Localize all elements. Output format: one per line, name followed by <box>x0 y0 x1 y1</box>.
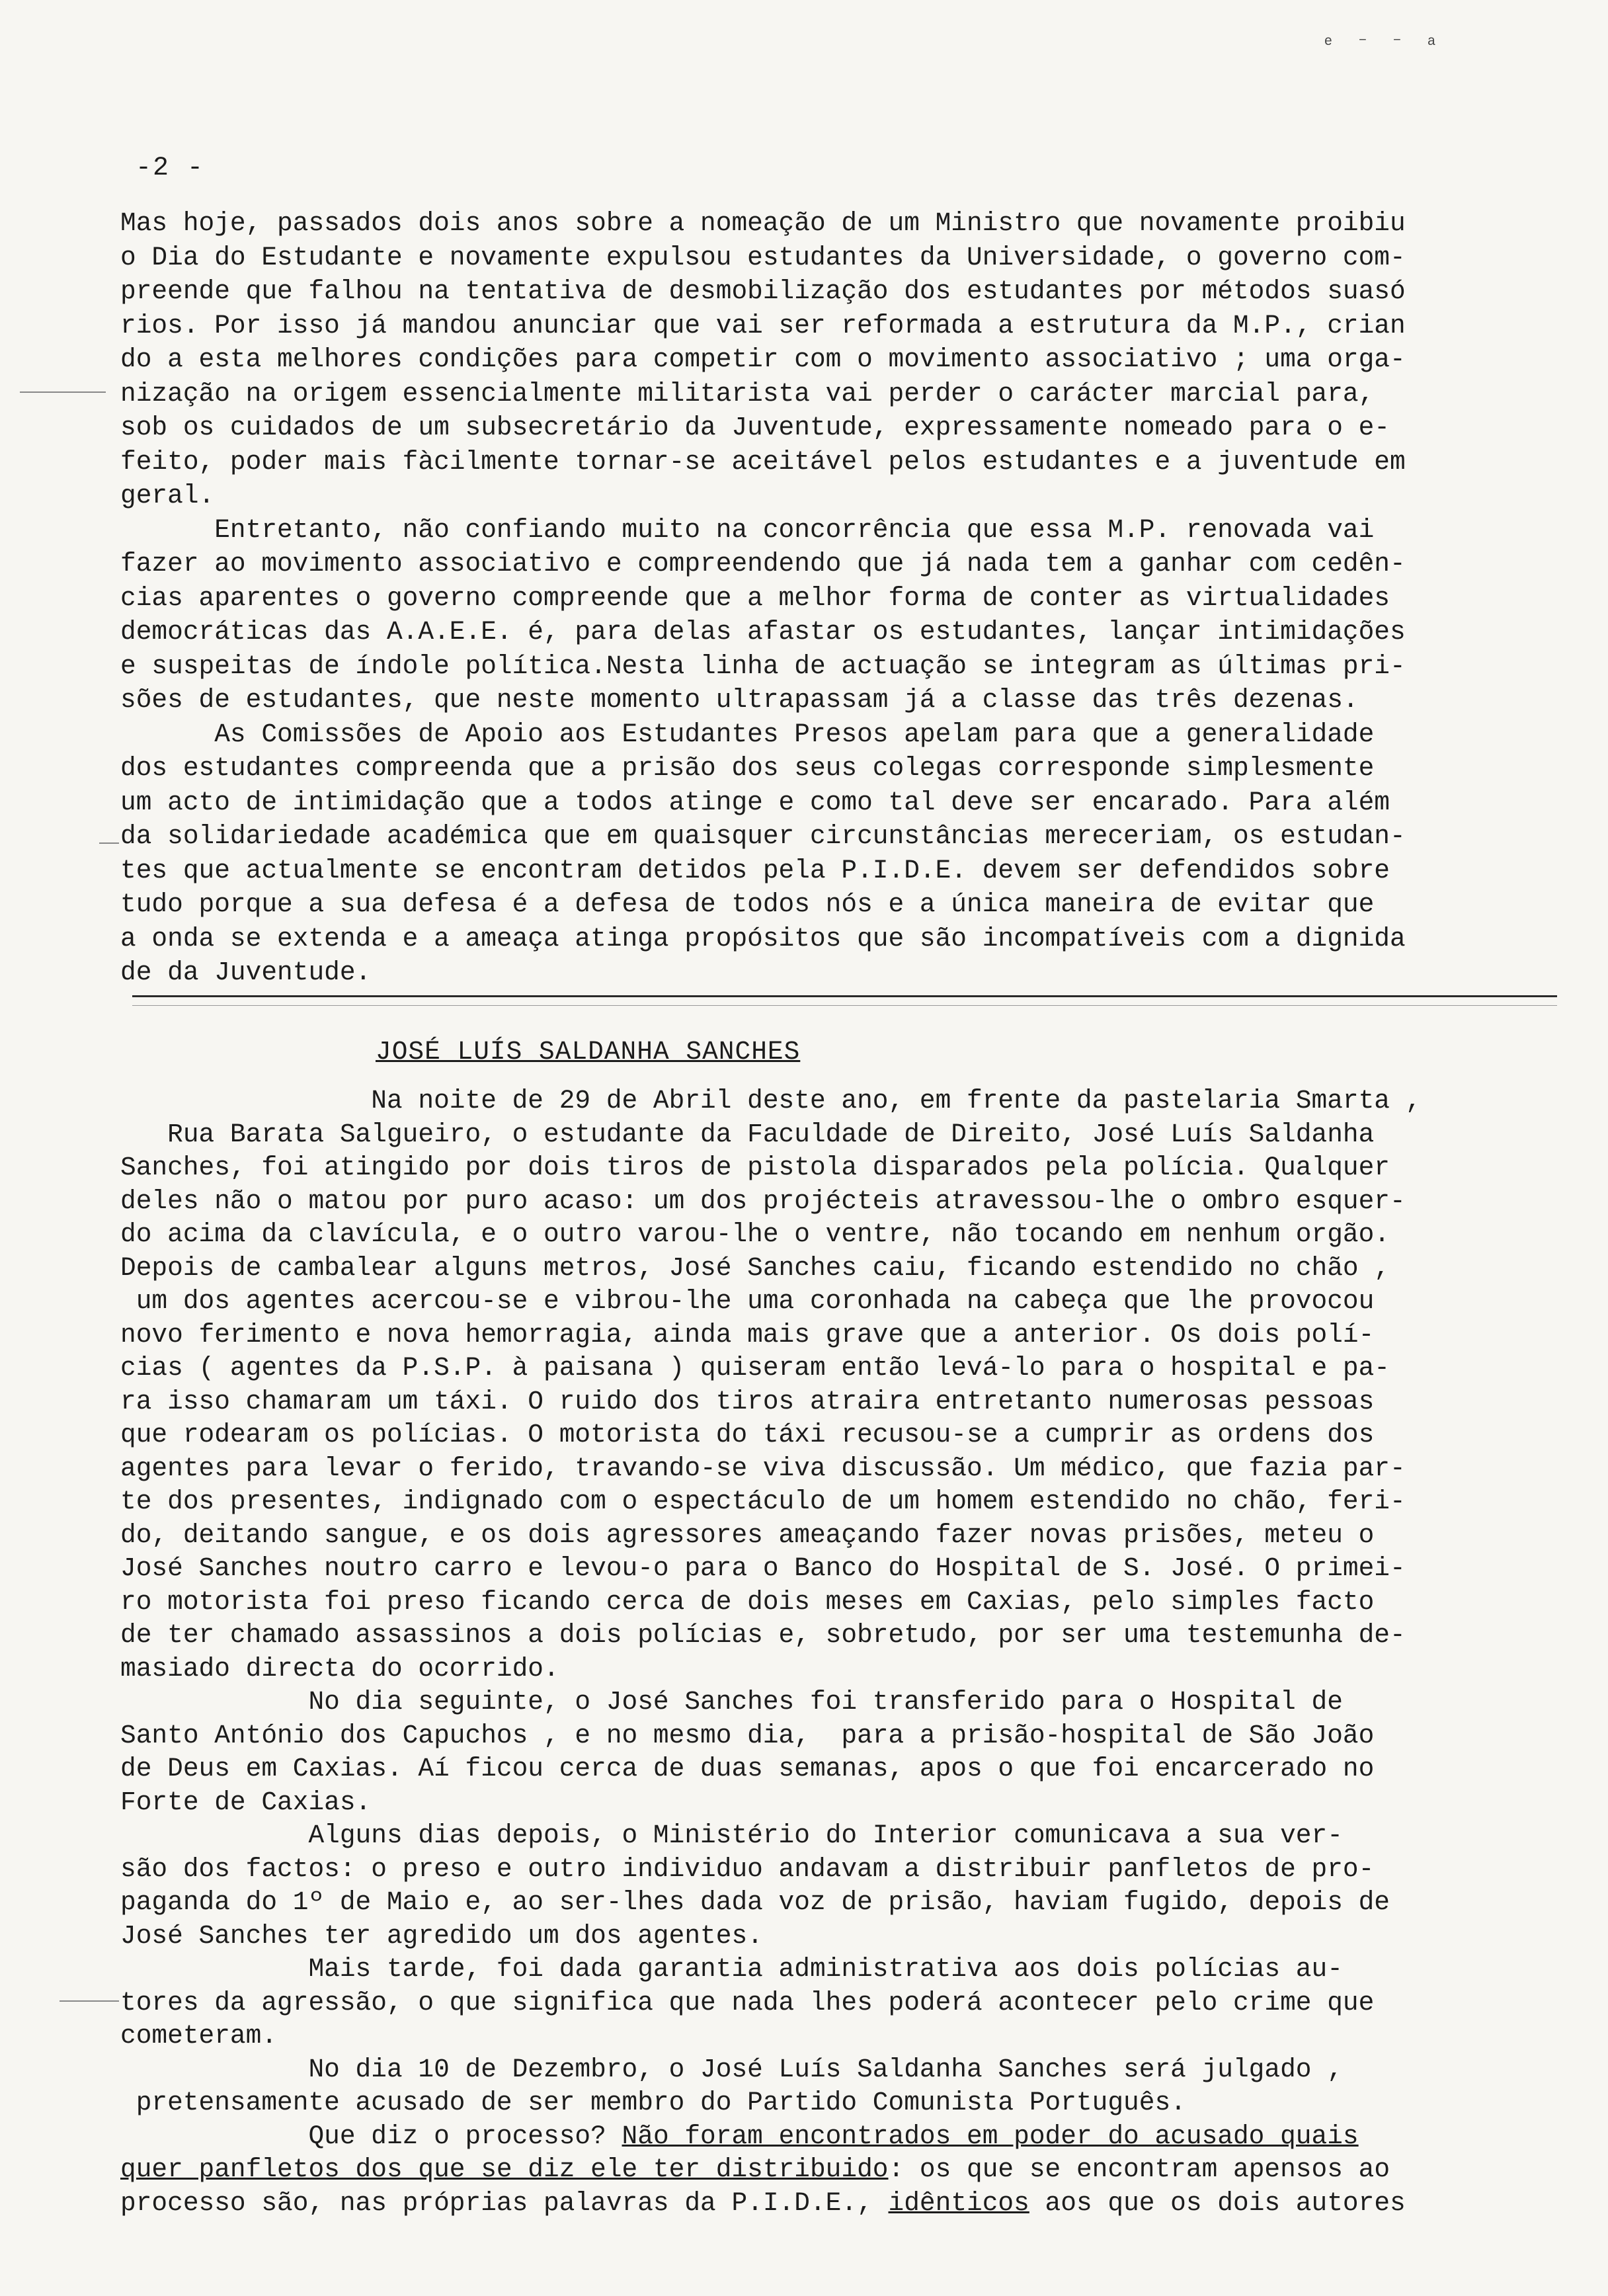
text-line: tores da agressão, o que significa que nada lhes poderá acontecer pelo crime que <box>120 1987 1375 2018</box>
text-line: No dia seguinte, o José Sanches foi transferido para o Hospital de <box>120 1687 1343 1717</box>
text-line: geral. <box>120 481 215 511</box>
text-line: cias aparentes o governo compreende que a melhor forma de conter as virtualidades <box>120 583 1390 613</box>
underlined-text: Não foram encontrados em poder do acusado quais <box>622 2121 1359 2151</box>
text-line: sob os cuidados de um subsecretário da Juventude, expressamente nomeado para o e- <box>120 413 1390 442</box>
text-line: novo ferimento e nova hemorragia, ainda mais grave que a anterior. Os dois polí- <box>120 1319 1375 1350</box>
page-number: -2 - <box>136 153 205 183</box>
corner-mark: ᵉ ⁻ ⁻ ᵃ <box>1322 34 1443 56</box>
text-line: rios. Por isso já mandou anunciar que vai ser reformada a estrutura da M.P., crian <box>120 310 1406 341</box>
text-line: quer panfletos dos que se diz ele ter distribuido: os que se encontram apensos ao <box>120 2154 1390 2184</box>
text-line: paganda do 1º de Maio e, ao ser-lhes dada voz de prisão, haviam fugido, depois de <box>120 1887 1390 1917</box>
text-line: Alguns dias depois, o Ministério do Interior comunicava a sua ver- <box>120 1821 1343 1850</box>
text-line: da solidariedade académica que em quaisquer circunstâncias mereceriam, os estudan- <box>120 821 1406 851</box>
section-divider-faint <box>132 1005 1557 1006</box>
text-line: As Comissões de Apoio aos Estudantes Presos apelam para que a generalidade <box>120 719 1375 749</box>
text-line: processo são, nas próprias palavras da P.I.D.E., idênticos aos que os dois autores <box>120 2188 1406 2218</box>
text-line: No dia 10 de Dezembro, o José Luís Saldanha Sanches será julgado , <box>120 2054 1343 2084</box>
text-line: Sanches, foi atingido por dois tiros de pistola disparados pela polícia. Qualquer <box>120 1153 1390 1182</box>
text-line: fazer ao movimento associativo e compreendendo que já nada tem a ganhar com cedên- <box>120 549 1406 579</box>
text-line: Que diz o processo? Não foram encontrados em poder do acusado quais <box>120 2121 1359 2151</box>
text-line: Entretanto, não confiando muito na concorrência que essa M.P. renovada vai <box>120 514 1375 545</box>
section-two-text <box>120 1085 1565 2220</box>
text-line: Rua Barata Salgueiro, o estudante da Faculdade de Direito, José Luís Saldanha <box>120 1119 1375 1149</box>
text-line: ro motorista foi preso ficando cerca de dois meses em Caxias, pelo simples facto <box>120 1586 1375 1617</box>
text-line: do a esta melhores condições para competir com o movimento associativo ; uma orga- <box>120 345 1406 374</box>
text-line: a onda se extenda e a ameaça atinga propósitos que são incompatíveis com a dignida <box>120 923 1406 954</box>
text-line: do, deitando sangue, e os dois agressores ameaçando fazer novas prisões, meteu o <box>120 1520 1375 1550</box>
text-line: de Deus em Caxias. Aí ficou cerca de duas semanas, apos o que foi encarcerado no <box>120 1754 1375 1784</box>
text-line: cias ( agentes da P.S.P. à paisana ) quiseram então levá-lo para o hospital e pa- <box>120 1353 1390 1383</box>
margin-mark <box>99 842 119 844</box>
text-line: que rodearam os polícias. O motorista do táxi recusou-se a cumprir as ordens dos <box>120 1420 1375 1450</box>
text-line: são dos factos: o preso e outro individuo andavam a distribuir panfletos de pro- <box>120 1854 1375 1884</box>
article-headline: JOSÉ LUÍS SALDANHA SANCHES <box>376 1037 801 1067</box>
text-line: dos estudantes compreenda que a prisão dos seus colegas corresponde simplesmente <box>120 753 1375 783</box>
text-line: agentes para levar o ferido, travando-se viva discussão. Um médico, que fazia par- <box>120 1453 1406 1483</box>
text-line: e suspeitas de índole política.Nesta linha de actuação se integram as últimas pri- <box>120 651 1406 681</box>
underlined-text: idênticos <box>888 2188 1029 2218</box>
text-line: um dos agentes acercou-se e vibrou-lhe uma coronhada na cabeça que lhe provocou <box>120 1286 1375 1316</box>
text-line: do acima da clavícula, e o outro varou-lhe o ventre, não tocando em nenhum orgão. <box>120 1219 1390 1249</box>
text-line: tudo porque a sua defesa é a defesa de todos nós e a única maneira de evitar que <box>120 889 1375 919</box>
text-line: Depois de cambalear alguns metros, José Sanches caiu, ficando estendido no chão , <box>120 1252 1390 1283</box>
text-line: tes que actualmente se encontram detidos pela P.I.D.E. devem ser defendidos sobre <box>120 855 1390 885</box>
text-line: Santo António dos Capuchos , e no mesmo dia, para a prisão-hospital de São João <box>120 1720 1375 1750</box>
text-line: deles não o matou por puro acaso: um dos projécteis atravessou-lhe o ombro esquer- <box>120 1186 1406 1216</box>
text-line: José Sanches noutro carro e levou-o para o Banco do Hospital de S. José. O primei- <box>120 1553 1406 1583</box>
text-line: de ter chamado assassinos a dois polícias e, sobretudo, por ser uma testemunha de- <box>120 1620 1406 1650</box>
text-line: preende que falhou na tentativa de desmobilização dos estudantes por métodos suasó <box>120 276 1406 306</box>
section-one-text <box>120 206 1555 990</box>
text-line: feito, poder mais fàcilmente tornar-se aceitável pelos estudantes e a juventude em <box>120 446 1406 477</box>
text-line: democráticas das A.A.E.E. é, para delas afastar os estudantes, lançar intimidações <box>120 617 1406 647</box>
text-line: masiado directa do ocorrido. <box>120 1653 559 1684</box>
text-line: de da Juventude. <box>120 958 372 987</box>
text-line: Mais tarde, foi dada garantia administrativa aos dois polícias au- <box>120 1954 1343 1984</box>
text-line: sões de estudantes, que neste momento ultrapassam já a classe das três dezenas. <box>120 685 1359 715</box>
text-line: o Dia do Estudante e novamente expulsou estudantes da Universidade, o governo com- <box>120 242 1406 272</box>
text-line: te dos presentes, indignado com o espectáculo de um homem estendido no chão, feri- <box>120 1487 1406 1516</box>
text-line: Forte de Caxias. <box>120 1787 372 1817</box>
text-line: cometeram. <box>120 2021 278 2051</box>
text-line: um acto de intimidação que a todos atinge e como tal deve ser encarado. Para além <box>120 787 1390 817</box>
text-line: ra isso chamaram um táxi. O ruido dos tiros atraira entretanto numerosas pessoas <box>120 1386 1375 1416</box>
text-line: José Sanches ter agredido um dos agentes. <box>120 1920 763 1951</box>
margin-mark <box>20 391 106 393</box>
underlined-text: quer panfletos dos que se diz ele ter distribuido <box>120 2154 889 2184</box>
text-line: Mas hoje, passados dois anos sobre a nomeação de um Ministro que novamente proibiu <box>120 208 1406 238</box>
section-divider <box>132 995 1557 997</box>
margin-mark <box>60 2000 119 2002</box>
text-line: Na noite de 29 de Abril deste ano, em frente da pastelaria Smarta , <box>120 1086 1422 1116</box>
text-line: pretensamente acusado de ser membro do Partido Comunista Português. <box>120 2088 1186 2117</box>
text-line: nização na origem essencialmente militarista vai perder o carácter marcial para, <box>120 378 1375 409</box>
